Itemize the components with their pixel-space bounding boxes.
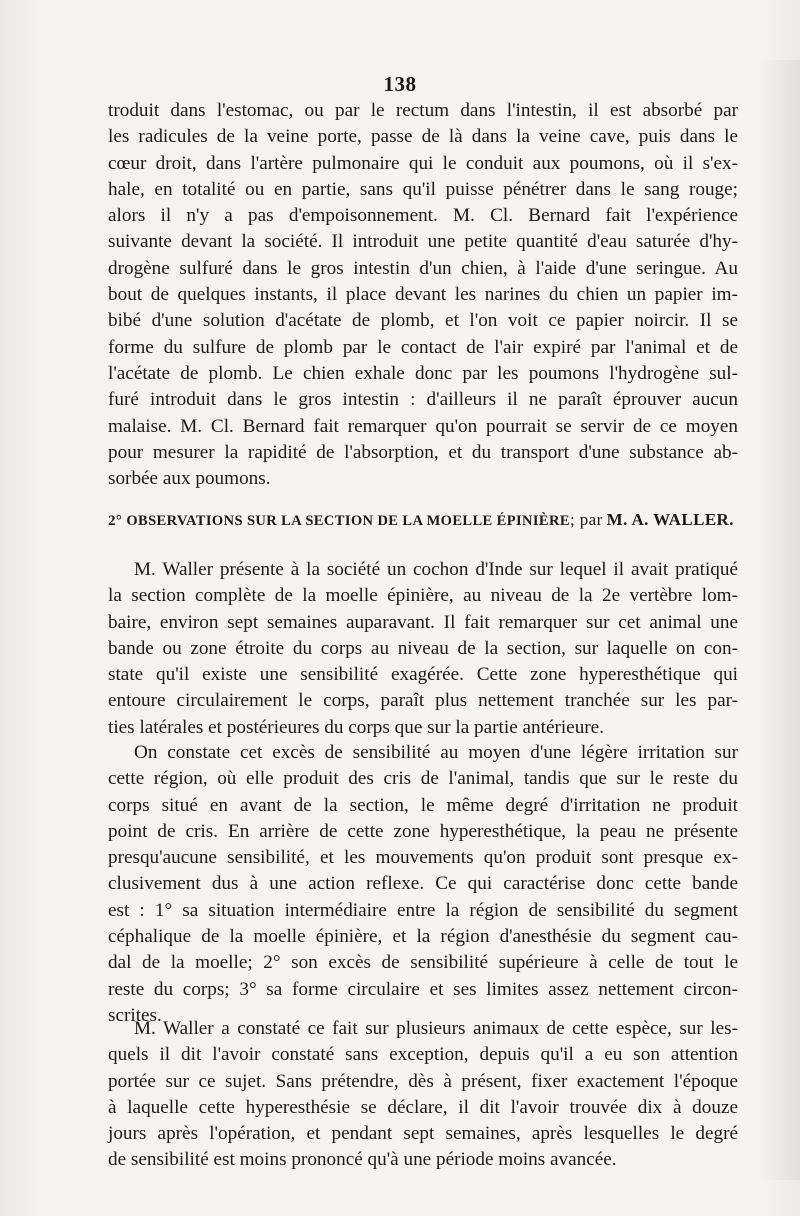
text-line: bande ou zone étroite du corps au niveau de la section, sur laquelle on con- — [108, 637, 738, 659]
text-line: On constate cet excès de sensibilité au moyen d'une légère irritation sur — [134, 742, 738, 763]
paragraph-absorption — [108, 98, 738, 492]
text-line: M. Waller a constaté ce fait sur plusieurs animaux de cette espèce, sur les- — [134, 1018, 738, 1039]
text-line: quels il dit l'avoir constaté sans exception, depuis qu'il a eu son attention — [108, 1044, 738, 1066]
text-line: pour mesurer la rapidité de l'absorption, et du transport d'une substance ab- — [108, 441, 738, 463]
text-line: malaise. M. Cl. Bernard fait remarquer qu'on pourrait se servir de ce moyen — [108, 415, 738, 437]
text-line: alors il n'y a pas d'empoisonnement. M. Cl. Bernard fait l'expérience — [108, 205, 738, 227]
text-line: la section complète de la moelle épinière, au niveau de la 2e vertèbre lom- — [108, 585, 738, 607]
text-line: de sensibilité est moins prononcé qu'à une période moins avancée. — [108, 1149, 617, 1171]
section-separator: ; par — [569, 510, 603, 529]
text-line: forme du sulfure de plomb par le contact de l'air expiré par l'animal et de — [108, 336, 738, 358]
paragraph-waller-findings — [108, 1016, 738, 1174]
text-line: les radicules de la veine porte, passe de là dans la veine cave, puis dans le — [108, 126, 738, 148]
text-line: à laquelle cette hyperesthésie se déclare, il dit l'avoir trouvée dix à douze — [108, 1096, 738, 1118]
section-author: M. A. WALLER. — [606, 510, 734, 529]
text-line: state qu'il existe une sensibilité exagérée. Cette zone hyperesthétique qui — [108, 664, 738, 686]
text-line: cœur droit, dans l'artère pulmonaire qui le conduit aux poumons, où il s'ex- — [108, 152, 738, 174]
text-line: dal de la moelle; 2° son excès de sensibilité supérieure à celle de tout le — [108, 952, 738, 974]
text-line: céphalique de la moelle épinière, et la région d'anesthésie du segment cau- — [108, 926, 738, 948]
text-line: ties latérales et postérieures du corps que sur la partie antérieure. — [108, 716, 604, 738]
section-title: OBSERVATIONS SUR LA SECTION DE LA MOELLE ÉPINIÈRE — [126, 513, 570, 529]
text-line: cette région, où elle produit des cris de l'animal, tandis que sur le reste du — [108, 768, 738, 790]
paragraph-waller-presentation — [108, 557, 738, 741]
text-line: bibé d'une solution d'acétate de plomb, et l'on voit ce papier noircir. Il se — [108, 310, 738, 332]
paragraph-sensitivity — [108, 740, 738, 1029]
text-line: reste du corps; 3° sa forme circulaire et ses limites assez nettement circon- — [108, 978, 738, 1000]
text-line: sorbée aux poumons. — [108, 468, 271, 490]
text-line: corps situé en avant de la section, le même degré d'irritation ne produit — [108, 794, 738, 816]
text-line: suivante devant la société. Il introduit une petite quantité d'eau saturée d'hy- — [108, 231, 738, 253]
text-line: entoure circulairement le corps, paraît plus nettement tranchée sur les par- — [108, 690, 738, 712]
text-line: point de cris. En arrière de cette zone hyperesthétique, la peau ne présente — [108, 820, 738, 842]
text-line: furé introduit dans le gros intestin : d'ailleurs il ne paraît éprouver aucun — [108, 389, 738, 411]
text-line: bout de quelques instants, il place devant les narines du chien un papier im- — [108, 284, 738, 306]
text-line: jours après l'opération, et pendant sept semaines, après lesquelles le degré — [108, 1123, 738, 1145]
text-line: presqu'aucune sensibilité, et les mouvements qu'on produit sont presque ex- — [108, 847, 738, 869]
text-line: drogène sulfuré dans le gros intestin d'un chien, à l'aide d'une seringue. Au — [108, 257, 738, 279]
text-line: troduit dans l'estomac, ou par le rectum dans l'intestin, il est absorbé par — [108, 100, 738, 121]
page-number: 138 — [383, 72, 417, 96]
text-line: portée sur ce sujet. Sans prétendre, dès à présent, fixer exactement l'époque — [108, 1070, 738, 1092]
section-heading — [108, 510, 738, 530]
text-line: baire, environ sept semaines auparavant. Il fait remarquer sur cet animal une — [108, 611, 738, 633]
text-line: scrites. — [108, 1004, 162, 1026]
section-number: 2° — [108, 513, 123, 529]
page-edge-shadow — [758, 60, 800, 1180]
text-line: l'acétate de plomb. Le chien exhale donc par les poumons l'hydrogène sul- — [108, 362, 738, 384]
text-line: clusivement dus à une action reflexe. Ce qui caractérise donc cette bande — [108, 873, 738, 895]
text-line: M. Waller présente à la société un cochon d'Inde sur lequel il avait pratiqué — [134, 559, 738, 580]
text-line: est : 1° sa situation intermédiaire entre la région de sensibilité du segment — [108, 899, 738, 921]
text-line: hale, en totalité ou en partie, sans qu'il puisse pénétrer dans le sang rouge; — [108, 178, 738, 200]
